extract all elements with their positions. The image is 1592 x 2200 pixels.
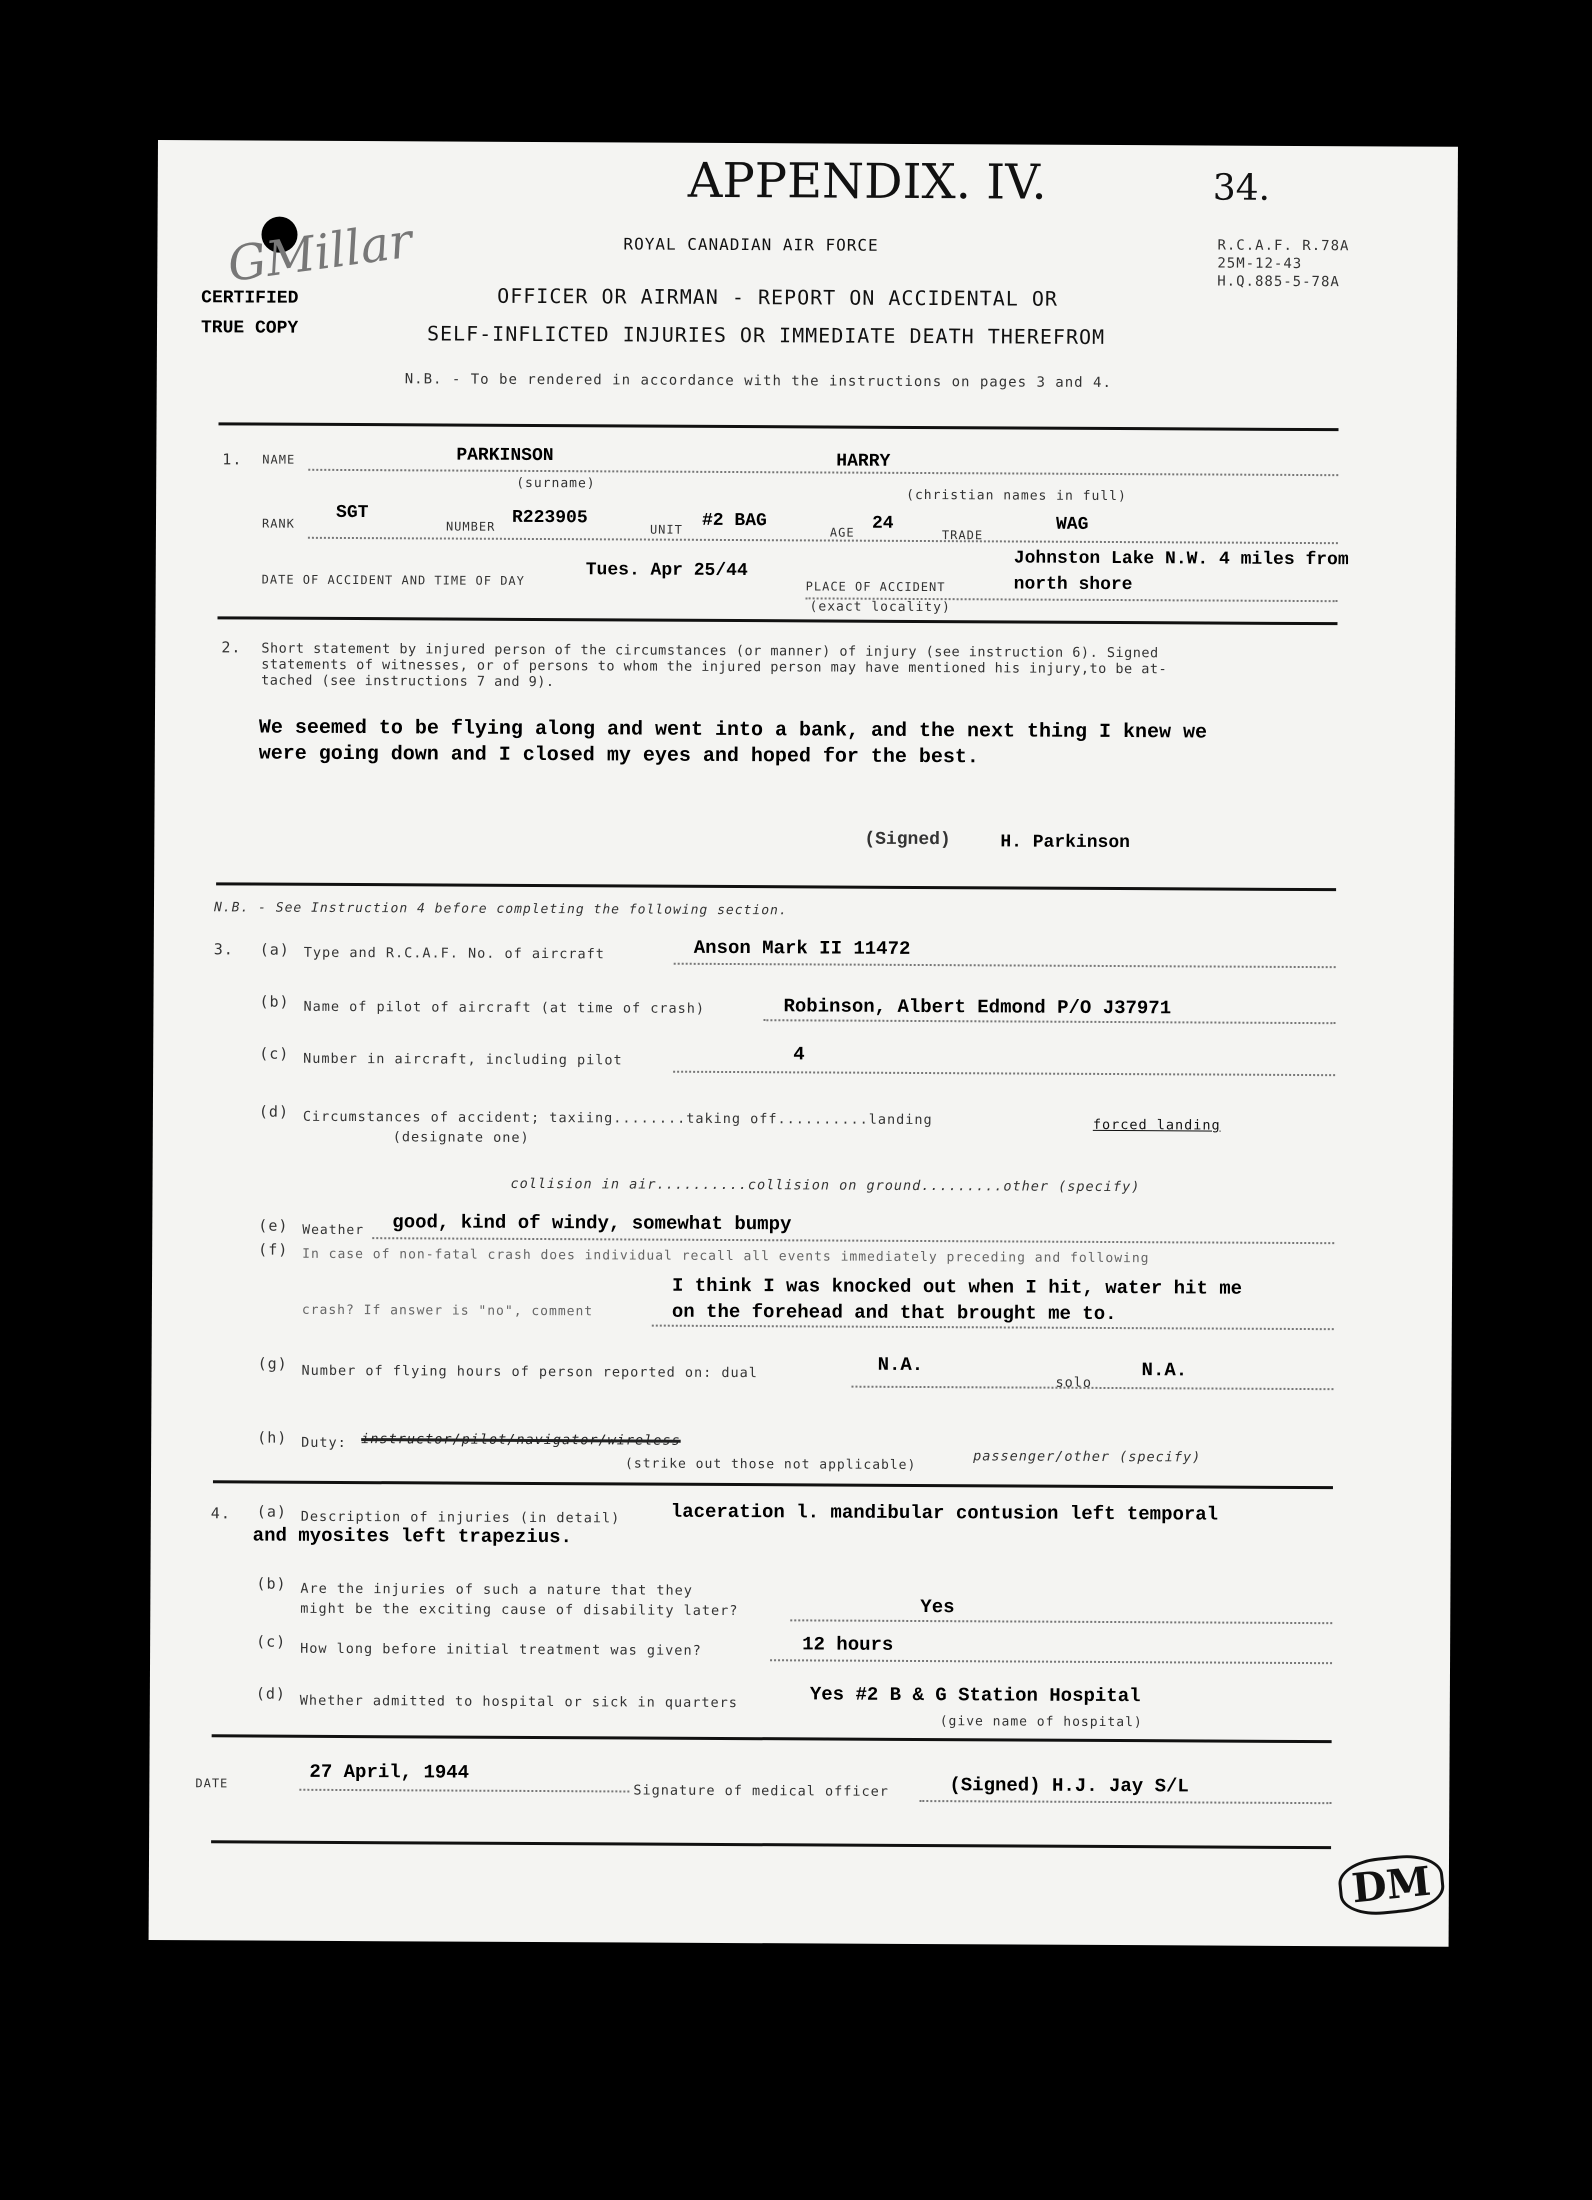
section-2-number: 2. <box>221 638 242 657</box>
page-number: 34. <box>1212 167 1271 209</box>
injuries-value-line-1: laceration l. mandibular contusion left temporal <box>670 1500 1219 1526</box>
hospital-hint: (give name of hospital) <box>939 1714 1143 1731</box>
unit-value: #2 BAG <box>701 510 767 532</box>
item-3f-letter: (f) <box>258 1240 289 1259</box>
circumstances-options-row-2: collision in air..........collision on ground.........other (specify) <box>510 1175 1141 1196</box>
surname-value: PARKINSON <box>456 445 554 467</box>
solo-label: solo <box>1055 1374 1093 1391</box>
form-title-line-1: OFFICER OR AIRMAN - REPORT ON ACCIDENTAL OR <box>497 283 1059 311</box>
injuries-label: Description of injuries (in detail) <box>300 1508 621 1527</box>
number-label: NUMBER <box>445 519 496 534</box>
circumstances-options: Circumstances of accident; taxiing........taking off..........landing <box>302 1108 933 1129</box>
persons-aboard-label: Number in aircraft, including pilot <box>303 1050 623 1069</box>
flying-hours-line <box>851 1386 1333 1391</box>
item-3e-letter: (e) <box>258 1216 289 1235</box>
injured-statement-line-1: We seemed to be flying along and went into a bank, and the next thing I knew we <box>258 716 1208 745</box>
weather-label: Weather <box>302 1222 365 1239</box>
section-divider <box>216 882 1336 891</box>
form-code-1: R.C.A.F. R.78A <box>1217 237 1350 255</box>
duty-struck-options: instructor/pilot/navigator/wireless <box>361 1431 681 1449</box>
item-3c-letter: (c) <box>259 1044 290 1063</box>
item-4c-letter: (c) <box>256 1632 287 1651</box>
date-value: Tues. Apr 25/44 <box>585 560 748 582</box>
aircraft-type-value: Anson Mark II 11472 <box>693 936 911 960</box>
pilot-name-label: Name of pilot of aircraft (at time of crash) <box>303 998 706 1017</box>
item-3d-letter: (d) <box>258 1102 290 1121</box>
aircraft-type-line <box>674 963 1336 968</box>
weather-line <box>372 1237 1334 1244</box>
duty-label: Duty: <box>301 1434 347 1452</box>
disability-question-2: might be the exciting cause of disability later? <box>300 1600 739 1620</box>
reviewer-initials: DM <box>1336 1851 1446 1918</box>
circumstances-hint: (designate one) <box>392 1129 530 1146</box>
statement-instruction-1: Short statement by injured person of the circumstances (or manner) of injury (see instruction 6). Signed <box>261 640 1159 662</box>
certifier-signature: GMillar <box>224 212 416 293</box>
appendix-heading: APPENDIX. IV. <box>687 152 1047 211</box>
recall-answer-line-2: on the forehead and that brought me to. <box>671 1300 1117 1326</box>
place-value-line-1: Johnston Lake N.W. 4 miles from <box>1013 548 1349 571</box>
duty-passenger-option: passenger/other (specify) <box>973 1448 1202 1466</box>
item-3g-letter: (g) <box>257 1354 288 1373</box>
christian-names-value: HARRY <box>836 451 891 472</box>
treatment-delay-line <box>770 1659 1332 1664</box>
weather-value: good, kind of windy, somewhat bumpy <box>392 1211 792 1236</box>
item-3h-letter: (h) <box>257 1428 288 1447</box>
injuries-value-line-2: and myosites left trapezius. <box>252 1524 573 1549</box>
name-label: NAME <box>262 452 296 467</box>
injured-statement-line-2: were going down and I closed my eyes and hoped for the best. <box>258 742 979 770</box>
flying-hours-label: Number of flying hours of person reported on: dual <box>301 1362 758 1382</box>
section-divider <box>217 616 1337 625</box>
report-date: 27 April, 1944 <box>309 1760 470 1784</box>
report-date-line <box>299 1789 629 1793</box>
flying-hours-dual: N.A. <box>877 1353 924 1377</box>
trade-label: TRADE <box>941 528 984 543</box>
injured-signature: H. Parkinson <box>1000 832 1131 854</box>
disability-answer: Yes <box>920 1596 955 1619</box>
rank-value: SGT <box>335 502 369 524</box>
age-label: AGE <box>829 525 855 540</box>
document-page <box>149 140 1458 1947</box>
unit-label: UNIT <box>649 522 683 537</box>
medical-officer-signature: (Signed) H.J. Jay S/L <box>949 1774 1189 1798</box>
rank-label: RANK <box>261 516 295 531</box>
rendering-note: N.B. - To be rendered in accordance with the instructions on pages 3 and 4. <box>404 371 1112 391</box>
form-title-line-2: SELF-INFLICTED INJURIES OR IMMEDIATE DEATH THEREFROM <box>426 321 1106 349</box>
pilot-name-value: Robinson, Albert Edmond P/O J37971 <box>783 995 1172 1020</box>
recall-comment-label: crash? If answer is "no", comment <box>301 1302 594 1320</box>
age-value: 24 <box>871 513 894 534</box>
circumstances-selected: forced landing <box>1092 1116 1221 1134</box>
item-4b-letter: (b) <box>256 1574 287 1593</box>
trade-value: WAG <box>1055 514 1089 535</box>
item-3b-letter: (b) <box>259 992 290 1011</box>
place-value-line-2: north shore <box>1013 574 1133 596</box>
section-divider <box>219 422 1339 431</box>
christian-names-hint: (christian names in full) <box>906 487 1127 505</box>
rank-line <box>308 537 1338 544</box>
surname-hint: (surname) <box>516 475 596 492</box>
treatment-delay-label: How long before initial treatment was given? <box>300 1640 702 1659</box>
form-code-2: 25M-12-43 <box>1217 255 1303 272</box>
recall-answer-line-1: I think I was knocked out when I hit, water hit me <box>671 1274 1243 1300</box>
certified-stamp: CERTIFIED <box>201 288 299 309</box>
item-4d-letter: (d) <box>255 1684 287 1703</box>
recall-question: In case of non-fatal crash does individual recall all events immediately preceding and following <box>302 1246 1150 1267</box>
name-line <box>308 469 1338 476</box>
form-code-3: H.Q.885-5-78A <box>1217 273 1340 291</box>
hospital-value: Yes #2 B & G Station Hospital <box>809 1683 1141 1708</box>
item-4a-letter: (a) <box>256 1502 287 1521</box>
true-copy-stamp: TRUE COPY <box>200 318 299 339</box>
number-value: R223905 <box>511 507 588 529</box>
section-divider <box>213 1480 1333 1489</box>
item-3a-letter: (a) <box>259 940 290 959</box>
disability-question-1: Are the injuries of such a nature that they <box>300 1580 693 1599</box>
signed-label: (Signed) <box>864 829 951 851</box>
date-footer-label: DATE <box>195 1776 229 1791</box>
organization: ROYAL CANADIAN AIR FORCE <box>623 234 879 255</box>
medical-officer-line <box>919 1800 1331 1804</box>
pilot-name-line <box>763 1019 1335 1024</box>
section-divider <box>211 1840 1331 1849</box>
section-3-note: N.B. - See Instruction 4 before completing the following section. <box>213 900 788 919</box>
section-3-number: 3. <box>213 940 234 959</box>
aircraft-type-label: Type and R.C.A.F. No. of aircraft <box>303 944 606 963</box>
section-1-number: 1. <box>222 450 243 469</box>
hospital-label: Whether admitted to hospital or sick in quarters <box>299 1692 739 1712</box>
disability-line <box>790 1619 1332 1624</box>
section-4-number: 4. <box>210 1504 231 1523</box>
duty-hint: (strike out those not applicable) <box>625 1456 917 1473</box>
recall-line <box>652 1325 1334 1331</box>
place-label: PLACE OF ACCIDENT <box>805 579 946 595</box>
persons-aboard-line <box>673 1071 1335 1076</box>
medical-officer-label: Signature of medical officer <box>633 1782 889 1800</box>
treatment-delay-value: 12 hours <box>802 1633 894 1656</box>
date-label: DATE OF ACCIDENT AND TIME OF DAY <box>261 572 525 588</box>
section-divider <box>212 1734 1332 1743</box>
statement-instruction-2: statements of witnesses, or of persons to whom the injured person may have mentioned his injury,to be at- <box>261 656 1168 678</box>
statement-instruction-3: tached (see instructions 7 and 9). <box>261 672 555 691</box>
flying-hours-solo: N.A. <box>1141 1359 1188 1382</box>
place-hint: (exact locality) <box>809 599 951 616</box>
persons-aboard-value: 4 <box>793 1043 805 1066</box>
